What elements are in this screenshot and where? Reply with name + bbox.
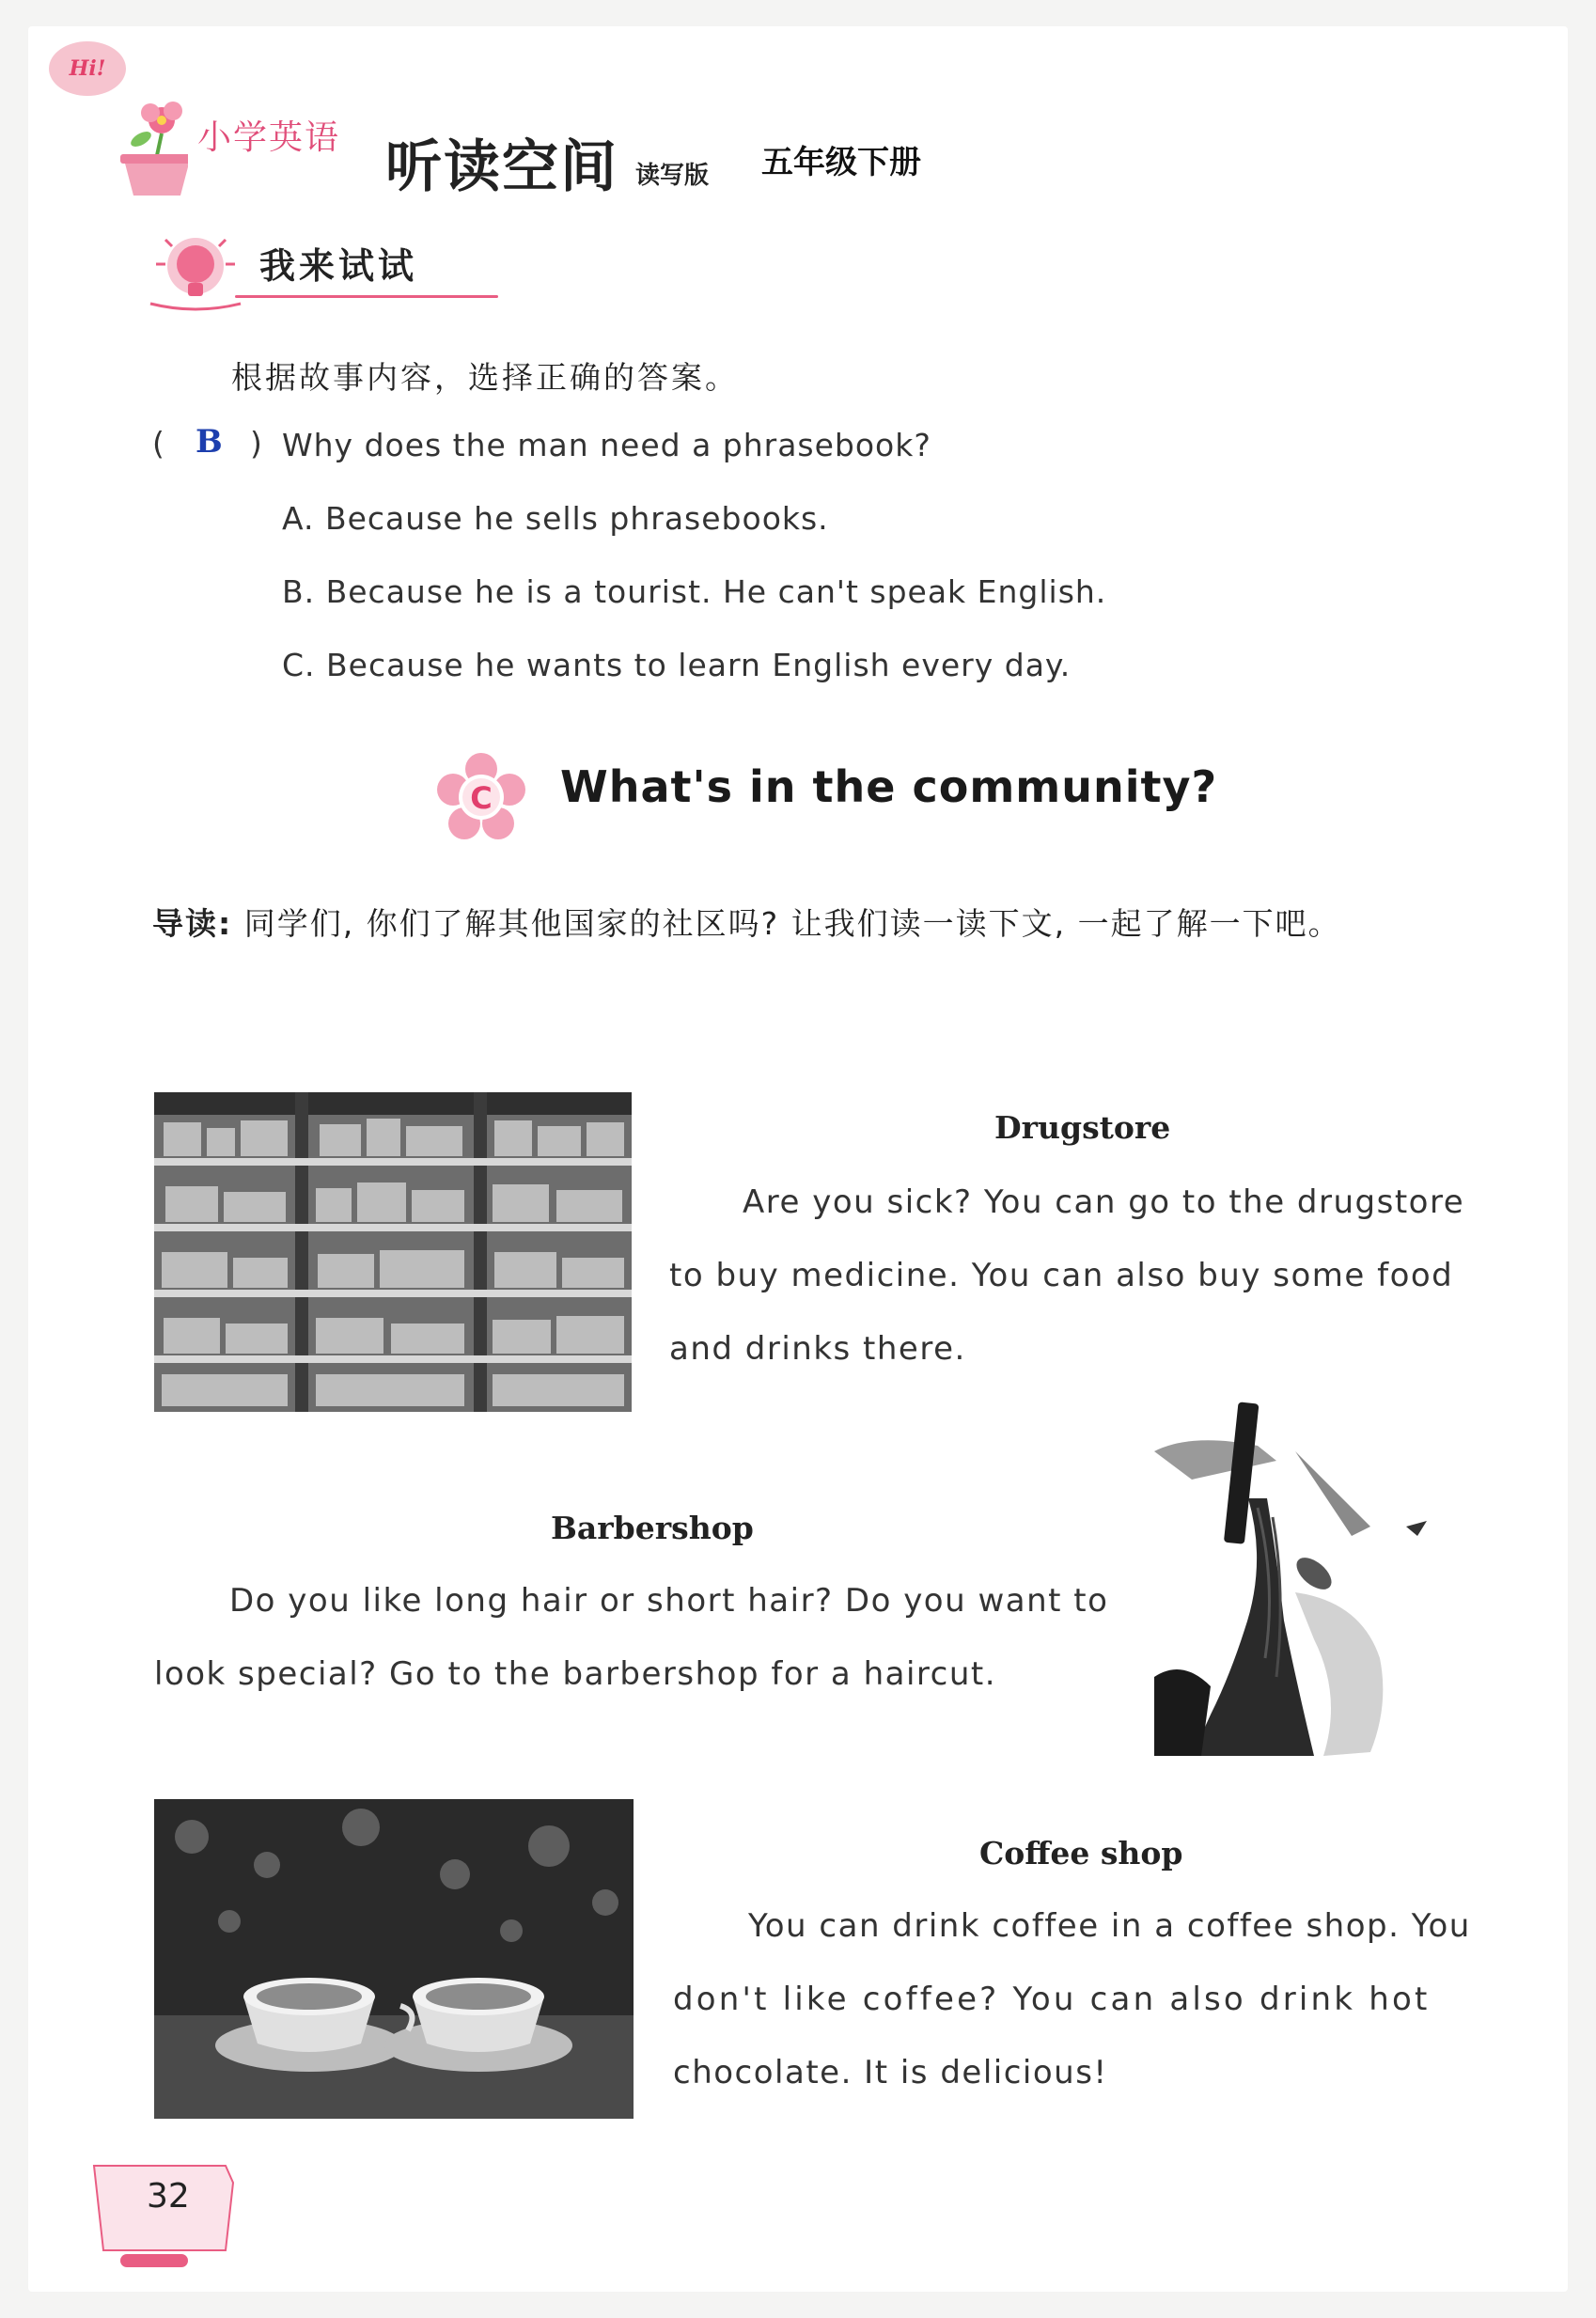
option-a: A. Because he sells phrasebooks. bbox=[282, 500, 829, 537]
page-number-tab bbox=[85, 2153, 244, 2279]
guide-text: 同学们, 你们了解其他国家的社区吗? 让我们读一读下文, 一起了解一下吧。 bbox=[232, 905, 1341, 942]
flower-badge-icon bbox=[436, 752, 526, 846]
section-title-try: 我来试试 bbox=[259, 244, 418, 287]
hi-bubble: Hi! bbox=[49, 41, 126, 96]
barbershop-photo bbox=[1154, 1395, 1447, 1756]
page-number: 32 bbox=[147, 2177, 190, 2216]
coffee-shop-photo bbox=[154, 1799, 634, 2119]
question-text: Why does the man need a phrasebook? bbox=[282, 427, 931, 463]
edition-label: 读写版 bbox=[635, 162, 710, 190]
coffee-line-1: You can drink coffee in a coffee shop. You bbox=[748, 1907, 1471, 1945]
title-underline bbox=[235, 295, 498, 298]
section-title-barbershop: Barbershop bbox=[551, 1510, 754, 1546]
lightbulb-icon bbox=[141, 230, 244, 319]
brand-title: 听读空间 bbox=[385, 134, 618, 200]
flower-pot-icon bbox=[75, 94, 188, 201]
drugstore-line-2: to buy medicine. You can also buy some food bbox=[669, 1257, 1454, 1294]
series-title: 小学英语 bbox=[197, 118, 341, 157]
barbershop-line-1: Do you like long hair or short hair? Do you want to bbox=[229, 1582, 1109, 1620]
drugstore-line-3: and drinks there. bbox=[669, 1330, 966, 1368]
option-b: B. Because he is a tourist. He can't speak English. bbox=[282, 573, 1107, 610]
grade-label: 五年级下册 bbox=[761, 144, 921, 181]
drugstore-line-1: Are you sick? You can go to the drugstore bbox=[743, 1183, 1465, 1221]
reading-heading: What's in the community? bbox=[560, 761, 1218, 812]
answer-choice[interactable]: B bbox=[196, 423, 223, 461]
coffee-line-2: don't like coffee? You can also drink hot bbox=[673, 1981, 1431, 2018]
instruction-text: 根据故事内容，选择正确的答案。 bbox=[231, 359, 739, 396]
answer-open-paren: ( bbox=[152, 425, 164, 462]
drugstore-photo bbox=[154, 1092, 632, 1412]
answer-close-paren: ) bbox=[250, 425, 262, 462]
guide-paragraph bbox=[152, 887, 1487, 961]
coffee-line-3: chocolate. It is delicious! bbox=[673, 2054, 1108, 2091]
badge-letter: C bbox=[470, 780, 493, 816]
guide-label: 导读: bbox=[152, 905, 233, 942]
barbershop-line-2: look special? Go to the barbershop for a haircut. bbox=[154, 1655, 997, 1693]
section-title-drugstore: Drugstore bbox=[994, 1109, 1171, 1146]
section-title-coffee-shop: Coffee shop bbox=[979, 1835, 1183, 1872]
option-c: C. Because he wants to learn English every day. bbox=[282, 647, 1072, 683]
